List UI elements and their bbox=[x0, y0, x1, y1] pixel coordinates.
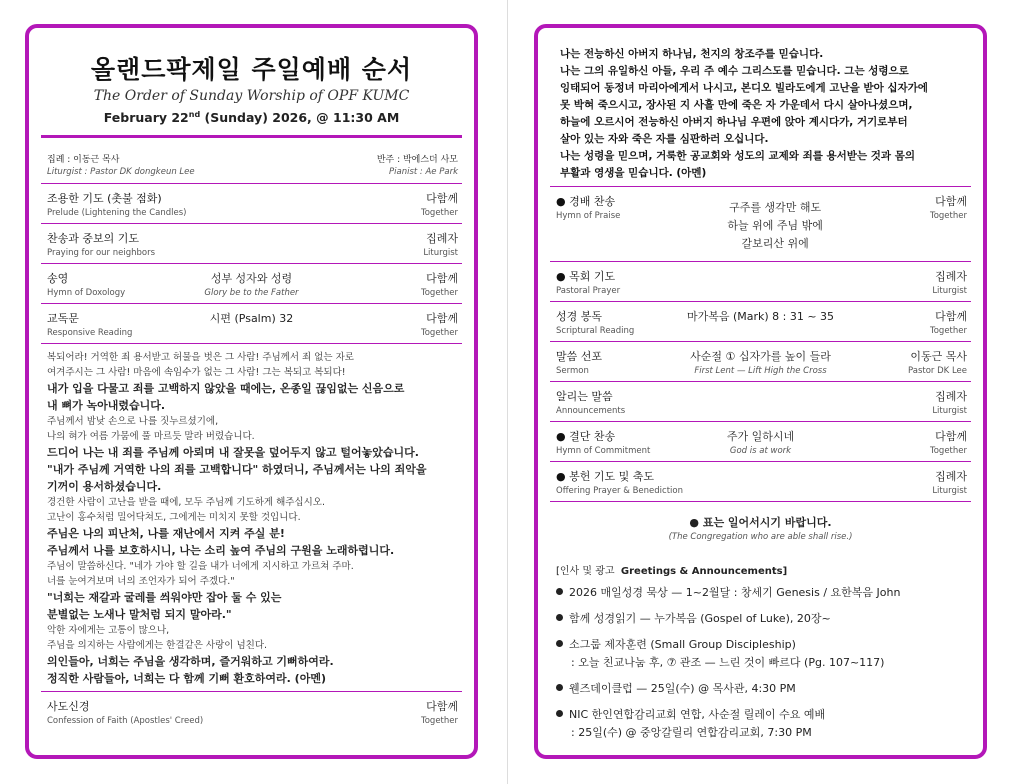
praise-song-title: 하늘 위에 주님 밖에 bbox=[727, 219, 823, 232]
order-item-creed bbox=[29, 692, 474, 731]
item-leader-korean: 다함께 bbox=[426, 192, 458, 206]
announcement-item bbox=[538, 677, 983, 703]
bulletin-title-english: The Order of Sunday Worship of OPF KUMC bbox=[93, 88, 410, 104]
item-leader-korean: 다함께 bbox=[935, 310, 967, 323]
bullet-icon bbox=[556, 588, 563, 595]
standing-note: ● 표는 일어서시기 바랍니다. bbox=[689, 516, 832, 529]
item-title-english: Offering Prayer & Benediction bbox=[556, 486, 683, 496]
item-leader-korean: 다함께 bbox=[935, 195, 967, 208]
praise-song-title: 갈보리산 위에 bbox=[741, 237, 809, 250]
leader-reading-line: 고난이 홍수처럼 밀어닥쳐도, 그에게는 미치지 못할 것입니다. bbox=[47, 512, 301, 524]
pianist-korean: 반주 : 박에스더 사모 bbox=[376, 155, 458, 166]
item-leader-korean: 집례자 bbox=[426, 232, 458, 246]
item-leader-english: Together bbox=[420, 716, 458, 727]
item-title-english: Announcements bbox=[556, 406, 626, 416]
item-content-korean: 주가 일하시네 bbox=[726, 430, 795, 443]
item-title-korean: 교독문 bbox=[47, 312, 79, 326]
item-title-english: Hymn of Commitment bbox=[556, 446, 651, 456]
item-leader-english: Liturgist bbox=[932, 406, 967, 416]
order-of-worship-list bbox=[538, 262, 983, 502]
order-item bbox=[538, 382, 983, 421]
announcement-text: NIC 한인연합감리교회 연합, 사순절 릴레이 수요 예배 bbox=[569, 708, 826, 721]
item-title-english: Pastoral Prayer bbox=[556, 286, 621, 296]
item-leader-english: Liturgist bbox=[423, 248, 458, 259]
date-ordinal: nd bbox=[188, 110, 201, 119]
item-title-korean: ● 봉헌 기도 및 축도 bbox=[556, 470, 654, 483]
item-title-korean: ● 경배 찬송 bbox=[556, 195, 616, 208]
announcement-text: 웬즈데이클럽 — 25일(수) @ 목사관, 4:30 PM bbox=[569, 682, 796, 695]
congregation-response-line: 드디어 나는 내 죄를 주님께 아뢰며 내 잘못을 덮어두지 않고 털어놓았습니다. bbox=[47, 446, 419, 460]
bullet-icon bbox=[556, 710, 563, 717]
item-leader-korean: 다함께 bbox=[426, 700, 458, 714]
order-item bbox=[29, 264, 474, 303]
item-title-korean: 송영 bbox=[47, 272, 69, 286]
item-title-korean: 조용한 기도 (촛불 점화) bbox=[47, 192, 162, 206]
item-title-english: Scriptural Reading bbox=[556, 326, 635, 336]
congregation-response-line: "내가 주님께 거역한 나의 죄를 고백합니다" 하였더니, 주님께서는 나의 죄악을 bbox=[47, 463, 427, 477]
announcement-detail: : 25일(수) @ 중앙갈릴리 연합감리교회, 7:30 PM bbox=[571, 726, 812, 739]
apostles-creed-text bbox=[538, 46, 983, 186]
item-content-korean: 성부 성자와 성령 bbox=[210, 272, 293, 286]
announcement-item bbox=[538, 581, 983, 607]
bullet-icon bbox=[556, 684, 563, 691]
item-leader-korean: 이동근 목사 bbox=[910, 350, 967, 363]
leader-reading-line: 주님을 의지하는 사람에게는 한결같은 사랑이 넘친다. bbox=[47, 640, 268, 652]
item-leader-english: Together bbox=[420, 208, 458, 219]
item-title-english: Hymn of Praise bbox=[556, 211, 621, 221]
item-leader-english: Together bbox=[420, 288, 458, 299]
congregation-response-line: 의인들아, 너희는 주님을 생각하며, 즐거워하고 기뻐하여라. bbox=[47, 655, 334, 669]
item-leader-korean: 다함께 bbox=[426, 272, 458, 286]
item-leader-english: Together bbox=[929, 326, 967, 336]
leader-reading-line: 주님께서 밤낮 손으로 나를 짓누르셨기에, bbox=[47, 416, 219, 428]
item-title-korean: 찬송과 중보의 기도 bbox=[47, 232, 140, 246]
congregation-response-line: 기꺼이 용서하셨습니다. bbox=[47, 480, 162, 494]
announcement-item bbox=[538, 703, 983, 747]
item-title-korean: 말씀 선포 bbox=[556, 350, 603, 363]
creed-line: 나는 전능하신 아버지 하나님, 천지의 창조주를 믿습니다. bbox=[560, 48, 824, 60]
item-leader-english: Together bbox=[929, 446, 967, 456]
leader-reading-line: 악한 자에게는 고통이 많으나, bbox=[47, 625, 170, 637]
announcement-text: 소그룹 제자훈련 (Small Group Discipleship) bbox=[569, 638, 796, 651]
item-content bbox=[538, 428, 983, 456]
date-time: (Sunday) 2026, @ 11:30 AM bbox=[200, 110, 400, 126]
creed-line: 나는 성령을 믿으며, 거룩한 공교회와 성도의 교제와 죄를 용서받는 것과 몸의 bbox=[560, 150, 915, 162]
item-leader-english: Pastor DK Lee bbox=[908, 366, 967, 376]
item-title-english: Praying for our neighbors bbox=[47, 248, 156, 259]
item-title-korean: ● 결단 찬송 bbox=[556, 430, 616, 443]
responsive-reading-text bbox=[29, 344, 474, 691]
page-divider bbox=[507, 0, 508, 784]
congregation-response-line: "너희는 재갈과 굴레를 씌워야만 잡아 둘 수 있는 bbox=[47, 591, 282, 605]
praise-song-title: 구주를 생각만 해도 bbox=[729, 201, 822, 214]
announcement-text: 2026 매일성경 묵상 — 1~2월달 : 창세기 Genesis / 요한복음 John bbox=[569, 586, 901, 599]
item-content-korean: 사순절 ① 십자가를 높이 들라 bbox=[690, 350, 831, 363]
announcements-header-english: Greetings & Announcements] bbox=[620, 566, 788, 577]
order-item bbox=[538, 422, 983, 461]
leader-reading-line: 너를 눈여겨보며 너의 조언자가 되어 주겠다." bbox=[47, 576, 235, 588]
order-item bbox=[538, 262, 983, 301]
pianist-english: Pianist : Ae Park bbox=[389, 167, 458, 178]
order-item bbox=[538, 342, 983, 381]
announcement-item bbox=[538, 633, 983, 677]
item-title-english: Hymn of Doxology bbox=[47, 288, 126, 299]
order-of-worship-list bbox=[29, 184, 474, 344]
creed-line: 하늘에 오르시어 전능하신 아버지 하나님 우편에 앉아 계시다가, 거기로부터 bbox=[560, 116, 908, 128]
leader-reading-line: 경건한 사람이 고난을 받을 때에, 모두 주님께 기도하게 해주십시오. bbox=[47, 497, 325, 509]
announcements-list bbox=[538, 581, 983, 747]
congregation-response-line: 주님은 나의 피난처, 나를 재난에서 지켜 주실 분! bbox=[47, 527, 285, 541]
item-leader-english: Liturgist bbox=[932, 286, 967, 296]
item-leader-english: Liturgist bbox=[932, 486, 967, 496]
item-content bbox=[538, 308, 983, 326]
item-leader-korean: 다함께 bbox=[426, 312, 458, 326]
leader-reading-line: 여겨주시는 그 사람! 마음에 속임수가 없는 그 사람! 그는 복되고 복되다! bbox=[47, 367, 346, 379]
item-content-english: Glory be to the Father bbox=[204, 288, 299, 299]
order-item bbox=[29, 224, 474, 263]
item-content bbox=[29, 270, 474, 298]
announcement-text: 함께 성경읽기 — 누가복음 (Gospel of Luke), 20장~ bbox=[569, 612, 831, 625]
liturgist-korean: 집례 : 이동근 목사 bbox=[47, 155, 120, 166]
announcement-detail: : 오늘 친교나눔 후, ⑦ 관조 — 느린 것이 빠르다 (Pg. 107~117) bbox=[571, 656, 885, 669]
bullet-icon bbox=[556, 640, 563, 647]
item-content-korean: 시편 (Psalm) 32 bbox=[209, 312, 294, 326]
item-content-english: God is at work bbox=[729, 446, 792, 456]
right-page bbox=[534, 24, 987, 759]
creed-line: 못 박혀 죽으시고, 장사된 지 사흘 만에 죽은 자 가운데서 다시 살아나셨으며, bbox=[560, 99, 913, 111]
order-item bbox=[29, 184, 474, 223]
standing-note-english: (The Congregation who are able shall rise.) bbox=[668, 532, 853, 542]
leader-info bbox=[29, 138, 474, 177]
item-title-korean: ● 목회 기도 bbox=[556, 270, 616, 283]
item-title-korean: 성경 봉독 bbox=[556, 310, 603, 323]
date-main: February 22 bbox=[103, 110, 189, 126]
announcements-header bbox=[538, 542, 983, 581]
congregation-response-line: 분별없는 노새나 말처럼 되지 말아라." bbox=[47, 608, 232, 622]
item-title-english: Prelude (Lightening the Candles) bbox=[47, 208, 187, 219]
item-leader-english: Together bbox=[420, 328, 458, 339]
item-leader-korean: 집례자 bbox=[935, 390, 967, 403]
congregation-response-line: 내 뼈가 녹아내렸습니다. bbox=[47, 399, 166, 413]
announcements-header-korean: [인사 및 광고 bbox=[556, 566, 615, 577]
divider bbox=[550, 501, 971, 502]
item-title-korean: 알리는 말씀 bbox=[556, 390, 613, 403]
item-title-korean: 사도신경 bbox=[47, 700, 90, 714]
item-content-english: First Lent — Lift High the Cross bbox=[694, 366, 827, 376]
order-item-praise bbox=[538, 187, 983, 261]
item-content bbox=[29, 310, 474, 328]
creed-line: 잉태되어 동정녀 마리아에게서 나시고, 본디오 빌라도에게 고난을 받아 십자가에 bbox=[560, 82, 928, 94]
service-date bbox=[29, 110, 474, 125]
order-item bbox=[538, 462, 983, 501]
congregation-response-line: 내가 입을 다물고 죄를 고백하지 않았을 때에는, 온종일 끊임없는 신음으로 bbox=[47, 382, 405, 396]
congregation-response-line: 주님께서 나를 보호하시니, 나는 소리 높여 주님의 구원을 노래하렵니다. bbox=[47, 544, 395, 558]
item-leader-korean: 다함께 bbox=[935, 430, 967, 443]
item-title-english: Confession of Faith (Apostles' Creed) bbox=[47, 716, 204, 727]
leader-reading-line: 주님이 말씀하신다. "네가 가야 할 길을 내가 너에게 지시하고 가르쳐 주마. bbox=[47, 561, 354, 573]
creed-line: 살아 있는 자와 죽은 자를 심판하러 오십니다. bbox=[560, 133, 769, 145]
praise-song-titles bbox=[727, 199, 823, 253]
bulletin-title-korean: 올랜드팍제일 주일예배 순서 bbox=[90, 55, 413, 84]
item-leader-korean: 집례자 bbox=[935, 270, 967, 283]
left-page bbox=[25, 24, 478, 759]
congregation-response-line: 정직한 사람들아, 너희는 다 함께 기뻐 환호하여라. (아멘) bbox=[47, 672, 326, 686]
order-item bbox=[29, 304, 474, 343]
item-title-english: Responsive Reading bbox=[47, 328, 133, 339]
item-leader-korean: 집례자 bbox=[935, 470, 967, 483]
leader-reading-line: 나의 혀가 여름 가뭄에 풀 마르듯 말라 버렸습니다. bbox=[47, 431, 255, 443]
bullet-icon bbox=[556, 614, 563, 621]
leader-reading-line: 복되어라! 거역한 죄 용서받고 허물을 벗은 그 사람! 주님께서 죄 없는 자로 bbox=[47, 352, 354, 364]
item-title-english: Sermon bbox=[556, 366, 589, 376]
creed-line: 부활과 영생을 믿습니다. (아멘) bbox=[560, 167, 707, 179]
liturgist-english: Liturgist : Pastor DK dongkeun Lee bbox=[47, 167, 195, 178]
creed-line: 나는 그의 유일하신 아들, 우리 주 예수 그리스도를 믿습니다. 그는 성령으로 bbox=[560, 65, 909, 77]
announcement-item bbox=[538, 607, 983, 633]
order-item bbox=[538, 302, 983, 341]
item-leader-english: Together bbox=[929, 211, 967, 221]
item-content bbox=[538, 348, 983, 376]
item-content-korean: 마가복음 (Mark) 8 : 31 ~ 35 bbox=[686, 310, 835, 323]
